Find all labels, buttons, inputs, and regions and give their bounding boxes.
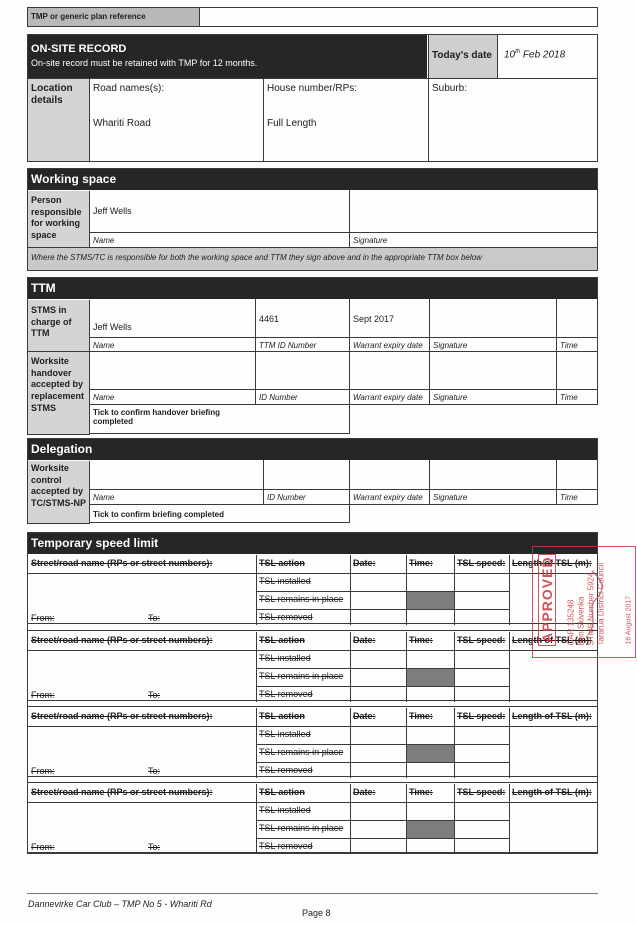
tsl-street-header: Street/road name (RPs or street numbers): bbox=[31, 787, 213, 797]
delegation-title: Delegation bbox=[31, 442, 93, 456]
tsl-block-divider bbox=[28, 782, 597, 783]
onsite-record-title: ON-SITE RECORD bbox=[31, 43, 127, 55]
tsl-col-divider bbox=[350, 784, 351, 854]
road-names-value[interactable]: Whariti Road bbox=[93, 118, 151, 129]
tsl-header-underline bbox=[28, 573, 597, 574]
house-number-label: House number/RPs: bbox=[267, 83, 358, 94]
today-date-day: 10 bbox=[504, 49, 516, 61]
tsl-action-header: TSL action bbox=[259, 787, 305, 797]
handover-signature-caption: Signature bbox=[433, 393, 468, 402]
approved-stamp-line2: Ben Skivenka bbox=[576, 596, 586, 646]
tsl-block-separator bbox=[28, 700, 597, 701]
working-space-name-caption: Name bbox=[93, 236, 115, 245]
tsl-to-label: To: bbox=[148, 842, 161, 852]
tsl-action-header: TSL action bbox=[259, 711, 305, 721]
approved-stamp-date: 16 August 2017 bbox=[625, 595, 633, 645]
tsl-header-underline bbox=[28, 802, 597, 803]
tsl-header-underline bbox=[28, 726, 597, 727]
approved-stamp-word: APPROVED bbox=[538, 554, 556, 646]
onsite-col-divider-2 bbox=[428, 79, 429, 162]
today-date-suffix: th bbox=[515, 49, 521, 55]
control-label-cell-border bbox=[27, 504, 90, 524]
stms-in-charge-label: STMS in charge of TTM bbox=[31, 305, 72, 339]
today-date-value bbox=[504, 49, 565, 61]
handover-name-caption: Name bbox=[93, 393, 115, 402]
tsl-speed-header: TSL speed: bbox=[457, 711, 506, 721]
tsl-col-divider bbox=[406, 784, 407, 854]
tsl-col-divider bbox=[454, 708, 455, 778]
tsl-col-divider bbox=[454, 784, 455, 854]
tsl-col-divider bbox=[454, 555, 455, 625]
house-number-value[interactable]: Full Length bbox=[267, 118, 317, 129]
approved-stamp-line3: STMS Number 5924 bbox=[586, 572, 596, 646]
tsl-to-label: To: bbox=[148, 690, 161, 700]
tsl-row-divider bbox=[256, 820, 509, 821]
tsl-time-shaded-cell bbox=[407, 592, 454, 609]
tsl-date-header: Date: bbox=[353, 635, 376, 645]
tsl-col-divider bbox=[256, 555, 257, 625]
handover-tick-label: Tick to confirm handover briefing completed bbox=[93, 408, 220, 427]
tsl-installed-label[interactable]: TSL installed bbox=[259, 805, 311, 815]
stms-signature-caption: Signature bbox=[433, 341, 468, 350]
tsl-col-divider bbox=[256, 708, 257, 778]
ttm-caption-line-2 bbox=[90, 389, 597, 390]
handover-label-cell-border bbox=[27, 404, 90, 435]
tsl-row-divider bbox=[256, 762, 509, 763]
tsl-action-header: TSL action bbox=[259, 635, 305, 645]
tsl-time-header: Time: bbox=[409, 635, 433, 645]
tsl-date-header: Date: bbox=[353, 558, 376, 568]
tsl-col-divider bbox=[454, 632, 455, 702]
working-space-caption-line bbox=[90, 232, 597, 233]
tsl-row-divider bbox=[256, 668, 509, 669]
tsl-time-shaded-cell bbox=[407, 669, 454, 686]
tsl-length-header: Length of TSL (m): bbox=[512, 635, 592, 645]
tsl-from-label: From: bbox=[31, 613, 55, 623]
tsl-col-divider bbox=[350, 708, 351, 778]
tsl-speed-header: TSL speed: bbox=[457, 558, 506, 568]
tsl-removed-label[interactable]: TSL removed bbox=[259, 612, 313, 622]
tsl-col-divider bbox=[509, 555, 510, 625]
tsl-time-shaded-cell bbox=[407, 821, 454, 838]
tsl-block-separator bbox=[28, 776, 597, 777]
tmp-reference-label: TMP or generic plan reference bbox=[31, 12, 146, 21]
tsl-from-label: From: bbox=[31, 766, 55, 776]
stms-name[interactable]: Jeff Wells bbox=[93, 322, 132, 332]
footer-page-number: Page 8 bbox=[302, 908, 331, 918]
tsl-row-divider bbox=[256, 609, 509, 610]
tsl-col-divider bbox=[256, 632, 257, 702]
tsl-col-divider bbox=[406, 708, 407, 778]
tsl-col-divider bbox=[350, 632, 351, 702]
tsl-block-separator bbox=[28, 623, 597, 624]
tsl-to-label: To: bbox=[148, 766, 161, 776]
tsl-speed-header: TSL speed: bbox=[457, 635, 506, 645]
tsl-block-separator bbox=[28, 852, 597, 853]
tsl-speed-header: TSL speed: bbox=[457, 787, 506, 797]
approved-stamp bbox=[532, 546, 636, 658]
tsl-time-header: Time: bbox=[409, 787, 433, 797]
tsl-street-header: Street/road name (RPs or street numbers): bbox=[31, 711, 213, 721]
tsl-remains-label[interactable]: TSL remains in place bbox=[259, 747, 344, 757]
onsite-divider bbox=[28, 78, 598, 79]
person-responsible-label: Person responsible for working space bbox=[31, 195, 82, 241]
delegation-id-caption: ID Number bbox=[267, 493, 306, 502]
delegation-col-divider-1 bbox=[263, 460, 264, 505]
stms-id-number[interactable]: 4461 bbox=[259, 314, 280, 324]
location-details-label: Location details bbox=[31, 83, 73, 106]
tsl-header-underline bbox=[28, 650, 597, 651]
tsl-col-divider bbox=[406, 632, 407, 702]
tsl-to-label: To: bbox=[148, 613, 161, 623]
tsl-remains-label[interactable]: TSL remains in place bbox=[259, 594, 344, 604]
approved-stamp-line1: CAR 135248 bbox=[566, 599, 576, 646]
stms-warrant-caption: Warrant expiry date bbox=[353, 341, 423, 350]
delegation-header bbox=[28, 439, 597, 460]
tsl-col-divider bbox=[350, 555, 351, 625]
tsl-removed-label[interactable]: TSL removed bbox=[259, 841, 313, 851]
ttm-row-divider bbox=[28, 351, 597, 352]
tsl-from-label: From: bbox=[31, 690, 55, 700]
tsl-row-divider bbox=[256, 838, 509, 839]
tsl-time-shaded-cell bbox=[407, 745, 454, 762]
tsl-installed-label[interactable]: TSL installed bbox=[259, 576, 311, 586]
tsl-row-divider bbox=[256, 591, 509, 592]
stms-time-caption: Time bbox=[560, 341, 578, 350]
tsl-col-divider bbox=[509, 784, 510, 854]
today-date-label: Today's date bbox=[432, 50, 492, 61]
tsl-row-divider bbox=[256, 686, 509, 687]
working-space-note: Where the STMS/TC is responsible for both the working space and TTM they sign above and in the appropriate TTM box below bbox=[31, 253, 482, 262]
onsite-record-header bbox=[28, 35, 427, 78]
tsl-length-header: Length of TSL (m): bbox=[512, 787, 592, 797]
tsl-date-header: Date: bbox=[353, 787, 376, 797]
stms-warrant-expiry[interactable]: Sept 2017 bbox=[353, 314, 395, 324]
tsl-length-header: Length of TSL (m): bbox=[512, 711, 592, 721]
ttm-title: TTM bbox=[31, 281, 56, 295]
tsl-title: Temporary speed limit bbox=[31, 536, 159, 550]
handover-time-caption: Time bbox=[560, 393, 578, 402]
stms-ttm-id-caption: TTM ID Number bbox=[259, 341, 317, 350]
ttm-header bbox=[28, 278, 597, 299]
delegation-caption-line bbox=[90, 489, 597, 490]
delegation-name-caption: Name bbox=[93, 493, 115, 502]
handover-label: Worksite handover accepted by replacement STMS bbox=[31, 356, 85, 413]
working-space-title: Working space bbox=[31, 172, 117, 186]
footer-document-reference: Dannevirke Car Club – TMP No 5 - Whariti Rd bbox=[28, 899, 212, 909]
delegation-col-divider-2 bbox=[349, 460, 350, 505]
tsl-action-header: TSL action bbox=[259, 558, 305, 568]
tsl-block-divider bbox=[28, 706, 597, 707]
tsl-time-header: Time: bbox=[409, 711, 433, 721]
worksite-control-label: Worksite control accepted by TC/STMS-NP bbox=[31, 463, 86, 509]
delegation-warrant-caption: Warrant expiry date bbox=[353, 493, 423, 502]
delegation-col-divider-4 bbox=[556, 460, 557, 505]
onsite-col-divider-1 bbox=[263, 79, 264, 162]
tsl-date-header: Date: bbox=[353, 711, 376, 721]
delegation-col-divider-3 bbox=[429, 460, 430, 505]
footer-rule bbox=[27, 893, 598, 894]
suburb-label: Suburb: bbox=[432, 83, 468, 94]
briefing-tick-label: Tick to confirm briefing completed bbox=[93, 510, 224, 519]
tsl-from-label: From: bbox=[31, 842, 55, 852]
handover-warrant-caption: Warrant expiry date bbox=[353, 393, 423, 402]
tsl-col-divider bbox=[509, 708, 510, 778]
tsl-row-divider bbox=[256, 744, 509, 745]
delegation-signature-caption: Signature bbox=[433, 493, 468, 502]
tsl-col-divider bbox=[406, 555, 407, 625]
tsl-removed-label[interactable]: TSL removed bbox=[259, 765, 313, 775]
tsl-street-header: Street/road name (RPs or street numbers): bbox=[31, 558, 213, 568]
working-space-signature-caption: Signature bbox=[353, 236, 388, 245]
tsl-removed-label[interactable]: TSL removed bbox=[259, 689, 313, 699]
stms-name-caption: Name bbox=[93, 341, 115, 350]
tsl-installed-label[interactable]: TSL installed bbox=[259, 653, 311, 663]
onsite-record-subtitle: On-site record must be retained with TMP for 12 months. bbox=[31, 58, 258, 68]
approved-stamp-line4: Tararua District Council bbox=[596, 562, 606, 646]
approved-stamp-signature bbox=[583, 567, 609, 637]
today-date-month-year: Feb 2018 bbox=[522, 49, 566, 61]
road-names-label: Road names(s): bbox=[93, 83, 165, 94]
tsl-block-divider bbox=[28, 630, 597, 631]
tsl-col-divider bbox=[509, 632, 510, 702]
tsl-installed-label[interactable]: TSL installed bbox=[259, 729, 311, 739]
person-responsible-name[interactable]: Jeff Wells bbox=[93, 206, 132, 216]
delegation-time-caption: Time bbox=[560, 493, 578, 502]
tsl-time-header: Time: bbox=[409, 558, 433, 568]
tsl-length-header: Length of TSL (m): bbox=[512, 558, 592, 568]
tsl-col-divider bbox=[256, 784, 257, 854]
handover-id-caption: ID Number bbox=[259, 393, 298, 402]
tsl-street-header: Street/road name (RPs or street numbers): bbox=[31, 635, 213, 645]
ttm-caption-line-1 bbox=[90, 337, 597, 338]
working-space-col-divider bbox=[349, 190, 350, 247]
tsl-remains-label[interactable]: TSL remains in place bbox=[259, 823, 344, 833]
tsl-remains-label[interactable]: TSL remains in place bbox=[259, 671, 344, 681]
